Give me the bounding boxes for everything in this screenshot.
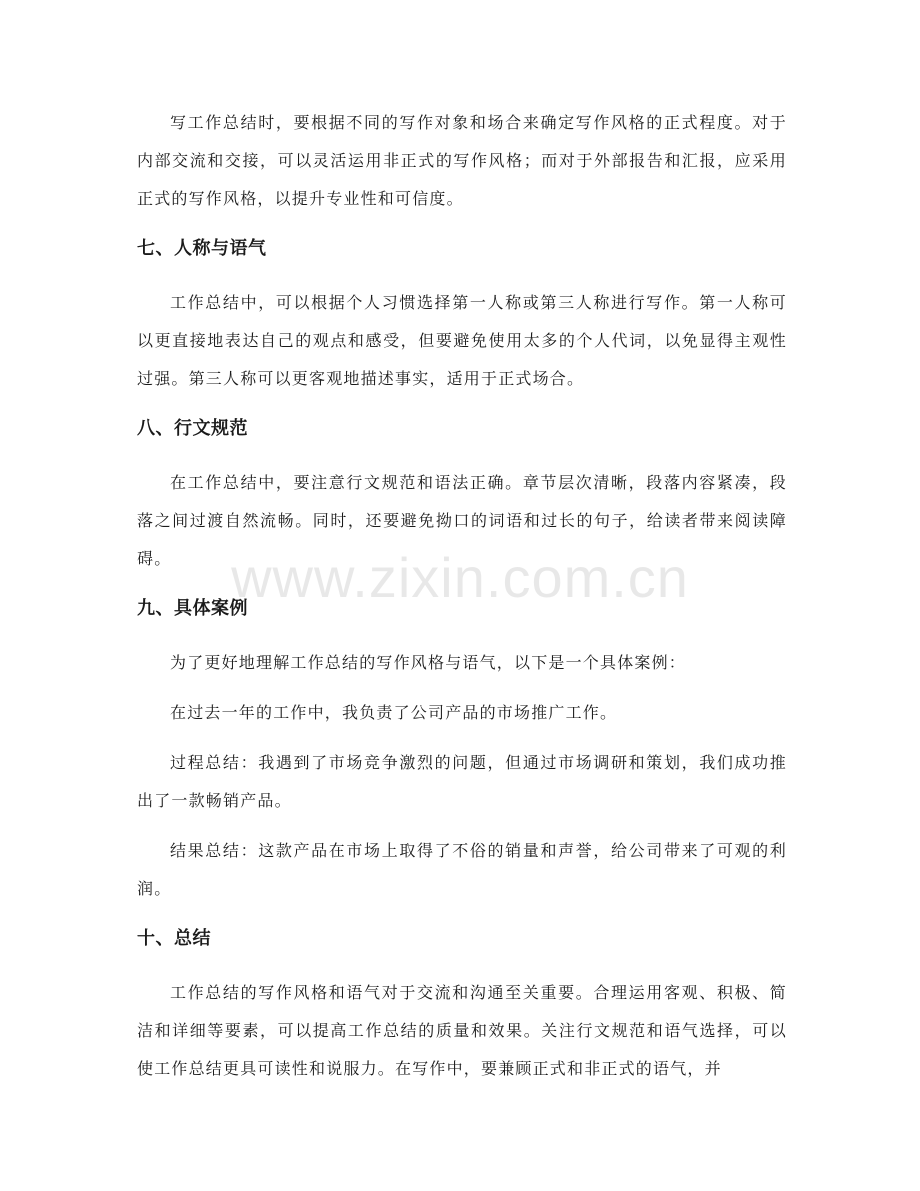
- section-heading-9: 九、具体案例: [137, 598, 248, 619]
- paragraph-formality: 写工作总结时，要根据不同的写作对象和场合来确定写作风格的正式程度。对于内部交流和交接，可以灵活运用非正式的写作风格；而对于外部报告和汇报，应采用正式的写作风格，以提升专业性和可信度。: [137, 113, 787, 208]
- watermark-text: www.zixin.com.cn: [231, 546, 689, 609]
- section-heading-10: 十、总结: [137, 928, 211, 949]
- section-heading-7: 七、人称与语气: [137, 238, 267, 259]
- paragraph-person-tone: 工作总结中，可以根据个人习惯选择第一人称或第三人称进行写作。第一人称可以更直接地表达自己的观点和感受，但要避免使用太多的个人代词，以免显得主观性过强。第三人称可以更客观地描述事实，适用于正式场合。: [137, 293, 787, 388]
- document-body: [137, 104, 787, 1088]
- paragraph-case-result: 结果总结：这款产品在市场上取得了不俗的销量和声誉，给公司带来了可观的利润。: [137, 841, 787, 898]
- section-heading-8: 八、行文规范: [137, 418, 248, 439]
- paragraph-conclusion: 工作总结的写作风格和语气对于交流和沟通至关重要。合理运用客观、积极、简洁和详细等要素，可以提高工作总结的质量和效果。关注行文规范和语气选择，可以使工作总结更具可读性和说服力。在写作中，要兼顾正式和非正式的语气，并: [137, 983, 787, 1078]
- paragraph-case-background: 在过去一年的工作中，我负责了公司产品的市场推广工作。: [170, 703, 618, 722]
- paragraph-case-intro: 为了更好地理解工作总结的写作风格与语气，以下是一个具体案例：: [170, 653, 687, 672]
- paragraph-writing-norms: 在工作总结中，要注意行文规范和语法正确。章节层次清晰，段落内容紧凑，段落之间过渡自然流畅。同时，还要避免拗口的词语和过长的句子，给读者带来阅读障碍。: [137, 473, 787, 568]
- paragraph-case-process: 过程总结：我遇到了市场竞争激烈的问题，但通过市场调研和策划，我们成功推出了一款畅销产品。: [137, 753, 787, 810]
